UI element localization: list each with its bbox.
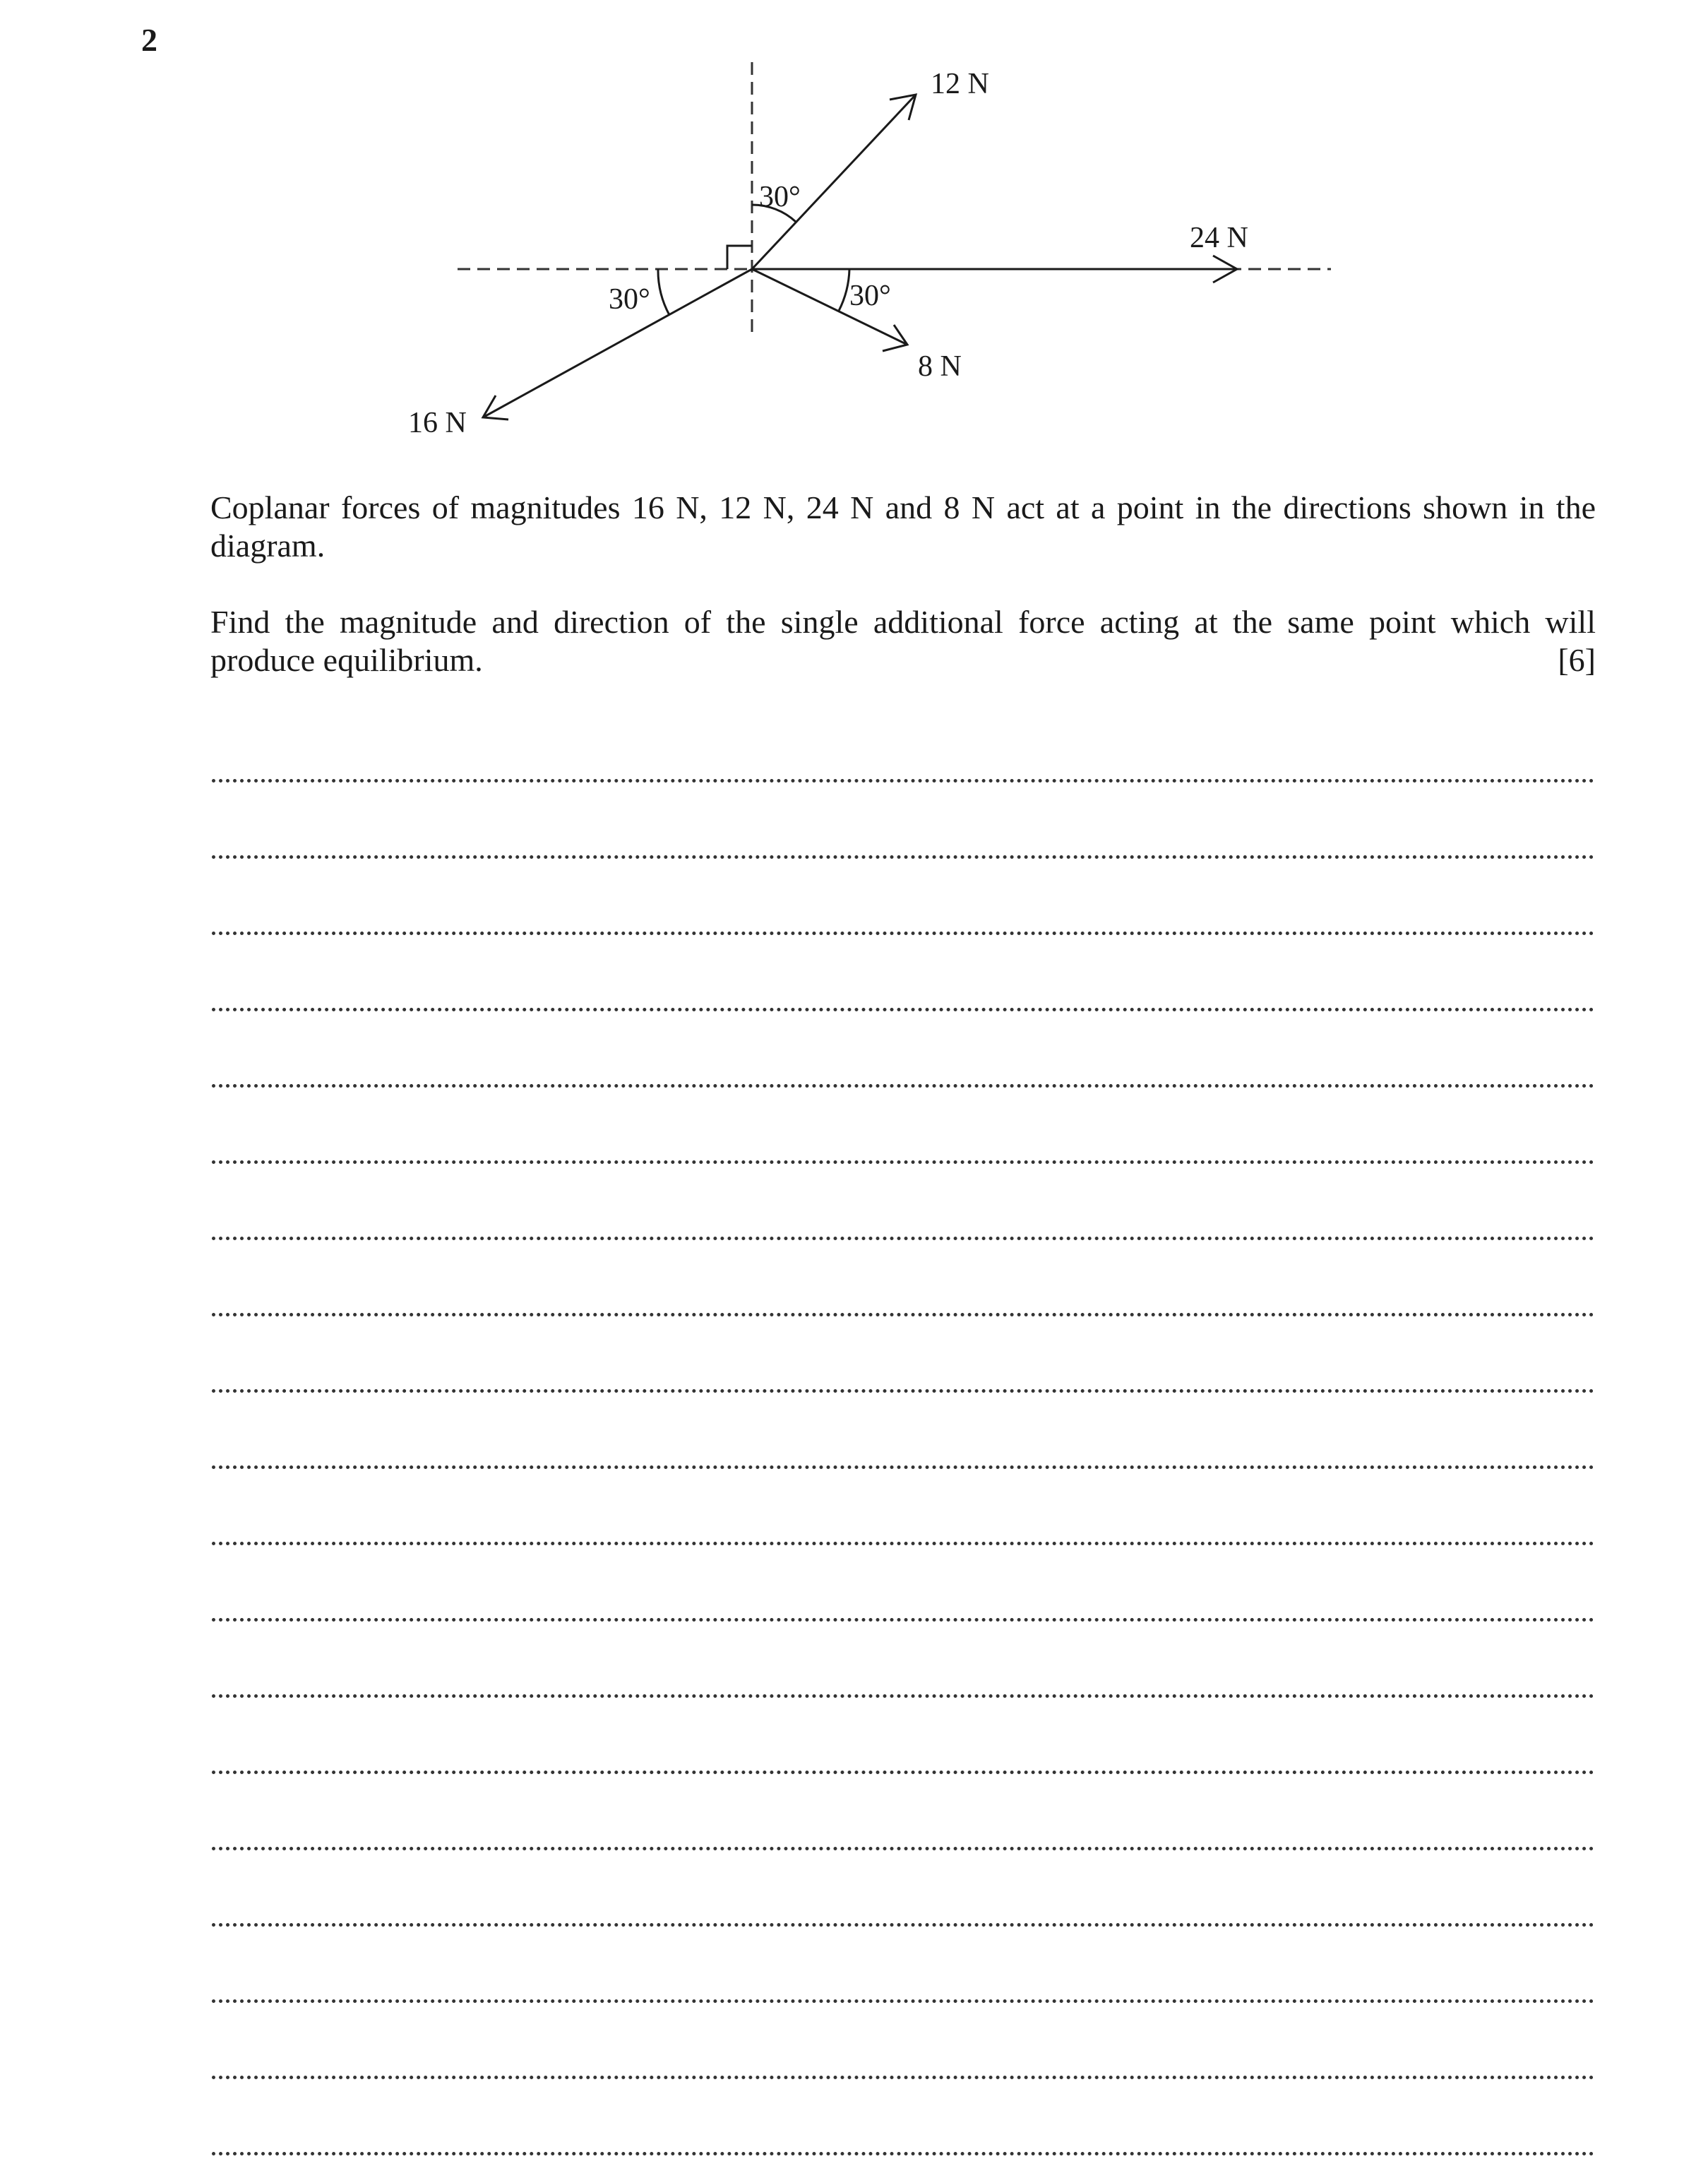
answer-line[interactable]	[212, 1622, 1594, 1698]
answer-line[interactable]	[212, 2079, 1594, 2155]
answer-line[interactable]	[212, 859, 1594, 935]
answer-line[interactable]	[212, 1927, 1594, 2003]
force-24n-arrow	[752, 256, 1237, 282]
answer-line[interactable]	[212, 783, 1594, 859]
label-24n: 24 N	[1190, 222, 1248, 254]
answer-line[interactable]	[212, 1698, 1594, 1774]
label-angle-left: 30°	[609, 283, 650, 316]
answer-area	[212, 706, 1594, 2155]
force-diagram	[0, 0, 1708, 466]
label-angle-lower-right: 30°	[849, 280, 891, 312]
answer-line[interactable]	[212, 1240, 1594, 1316]
answer-line[interactable]	[212, 1011, 1594, 1088]
angle-arc-left	[658, 269, 669, 315]
label-8n: 8 N	[918, 350, 962, 383]
answer-line[interactable]	[212, 1316, 1594, 1393]
marks-label: [6]	[1558, 642, 1596, 678]
question-number: 2	[141, 22, 157, 58]
answer-line[interactable]	[212, 1393, 1594, 1469]
right-angle-marker	[727, 246, 752, 269]
answer-line[interactable]	[212, 1469, 1594, 1545]
answer-line[interactable]	[212, 1088, 1594, 1164]
answer-line[interactable]	[212, 1164, 1594, 1240]
answer-line[interactable]	[212, 1774, 1594, 1850]
question-text-1: Coplanar forces of magnitudes 16 N, 12 N, 24 N and 8 N act at a point in the directions shown in the diagram.	[210, 489, 1596, 564]
answer-line[interactable]	[212, 935, 1594, 1011]
label-16n: 16 N	[408, 407, 467, 439]
answer-line[interactable]	[212, 1850, 1594, 1927]
question-text-2: Find the magnitude and direction of the single additional force acting at the same point which will produce equilibrium.	[210, 604, 1596, 678]
angle-arc-lower-right	[839, 269, 849, 311]
answer-line[interactable]	[212, 1545, 1594, 1622]
label-angle-upper: 30°	[759, 181, 801, 213]
answer-line[interactable]	[212, 706, 1594, 783]
answer-line[interactable]	[212, 2003, 1594, 2079]
label-12n: 12 N	[931, 68, 989, 100]
